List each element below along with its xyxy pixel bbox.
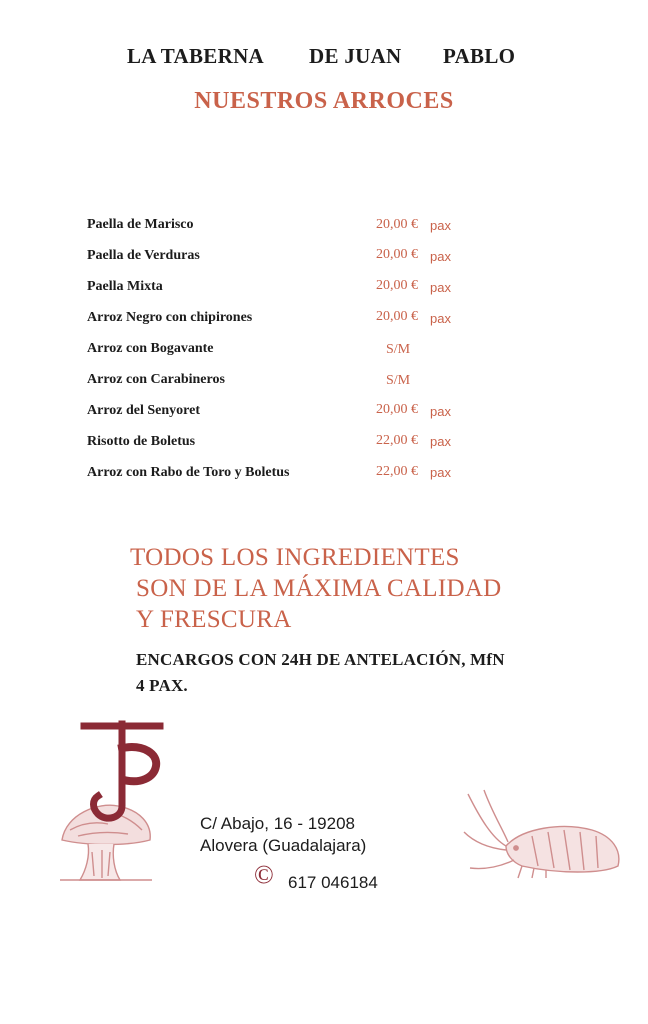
menu-item-name: Paella de Verduras (87, 248, 200, 263)
menu-item-price: 20,00 € (376, 217, 418, 232)
menu-item-name: Arroz con Rabo de Toro y Boletus (87, 465, 290, 480)
menu-item-price: 22,00 € (376, 433, 418, 448)
menu-item-unit: pax (430, 311, 451, 326)
jp-logo (78, 710, 168, 828)
restaurant-name-part-1: LA TABERNA (127, 44, 265, 68)
menu-item-price: S/M (386, 342, 411, 357)
menu-item-price: 20,00 € (376, 247, 418, 262)
menu-item-name: Risotto de Boletus (87, 434, 196, 449)
menu-item-price: 20,00 € (376, 309, 418, 324)
menu-item-price: 22,00 € (376, 464, 418, 479)
restaurant-name-part-2: DE JUAN (309, 44, 402, 68)
shrimp-illustration-icon (462, 788, 626, 880)
phone-number: 617 046184 (288, 873, 378, 892)
order-notice-line-2: 4 PAX. (136, 676, 188, 695)
menu-item-unit: pax (430, 434, 451, 449)
menu-item-price: 20,00 € (376, 278, 418, 293)
address-line-1: C/ Abajo, 16 - 19208 (200, 814, 356, 833)
menu-item-price: 20,00 € (376, 402, 418, 417)
menu-item-name: Arroz Negro con chipirones (87, 310, 253, 325)
quality-line-1: TODOS LOS INGREDIENTES (130, 544, 460, 571)
quality-line-3: Y FRESCURA (136, 606, 292, 633)
menu-item-name: Paella de Marisco (87, 217, 194, 232)
menu-item-unit: pax (430, 280, 451, 295)
menu-item-name: Arroz con Bogavante (87, 341, 214, 356)
restaurant-name-part-3: PABLO (443, 44, 516, 68)
phone-icon: © (254, 860, 274, 889)
menu-item-unit: pax (430, 404, 451, 419)
menu-item-unit: pax (430, 249, 451, 264)
menu-item-name: Paella Mixta (87, 279, 163, 294)
menu-section-title: NUESTROS ARROCES (194, 88, 454, 114)
quality-line-2: SON DE LA MÁXIMA CALIDAD (136, 575, 502, 602)
menu-item-name: Arroz del Senyoret (87, 403, 201, 418)
menu-item-price: S/M (386, 373, 411, 388)
menu-item-name: Arroz con Carabineros (87, 372, 225, 387)
menu-item-unit: pax (430, 465, 451, 480)
address-line-2: Alovera (Guadalajara) (200, 836, 367, 855)
order-notice-line-1: ENCARGOS CON 24H DE ANTELACIÓN, MfN (136, 650, 505, 669)
menu-item-unit: pax (430, 218, 451, 233)
